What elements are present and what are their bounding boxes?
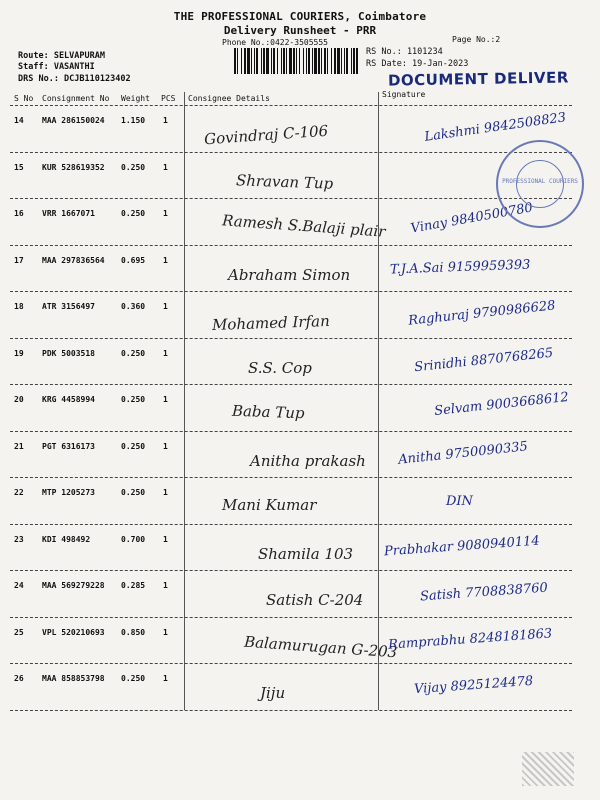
row-sno: 25 (14, 627, 24, 637)
table-row (0, 246, 600, 293)
row-consignment-no: VRR 1667071 (42, 209, 95, 218)
row-receiver-signature: DIN (446, 494, 473, 509)
row-weight: 0.250 (121, 488, 146, 497)
barcode-bar (247, 48, 250, 74)
table-row (0, 292, 600, 339)
row-weight: 0.250 (121, 348, 146, 358)
row-consignee-signature: Mani Kumar (222, 496, 317, 514)
barcode-bar (254, 48, 255, 74)
row-consignee-signature: Abraham Simon (228, 265, 351, 284)
row-consignment-no: PDK 5003518 (42, 348, 95, 358)
row-sno: 22 (14, 488, 24, 497)
barcode-bar (271, 48, 272, 74)
row-consignment-no: PGT 6316173 (42, 441, 95, 451)
barcode-bar (324, 48, 326, 74)
row-receiver-signature: Selvam 9003668612 (433, 389, 570, 420)
table-row (0, 664, 600, 711)
barcode-bar (303, 48, 304, 74)
row-pcs: 1 (163, 348, 168, 358)
row-weight: 0.250 (121, 441, 146, 451)
col-consignee: Consignee Details (188, 94, 270, 103)
row-receiver-signature: Srinidhi 8870768265 (413, 345, 554, 375)
row-sno: 24 (14, 581, 24, 590)
row-sno: 26 (14, 674, 24, 683)
row-consignee-signature: Satish C-204 (266, 591, 364, 609)
row-pcs: 1 (163, 627, 168, 637)
row-consignment-no: MAA 858853798 (42, 674, 105, 683)
row-sno: 17 (14, 255, 24, 265)
row-pcs: 1 (163, 116, 168, 125)
row-divider (10, 710, 572, 711)
row-consignee-signature: Mohamed Irfan (211, 311, 330, 335)
row-sno: 21 (14, 441, 24, 451)
barcode-bar (344, 48, 345, 74)
phone-number: Phone No.:0422-3505555 (222, 38, 328, 47)
row-pcs: 1 (163, 255, 168, 265)
row-pcs: 1 (163, 674, 168, 683)
row-weight: 0.250 (121, 162, 146, 172)
barcode-bar (263, 48, 265, 74)
table-row (0, 525, 600, 572)
col-weight: Weight (121, 94, 150, 103)
row-receiver-signature: Satish 7708838760 (419, 580, 549, 605)
row-consignment-no: VPL 520210693 (42, 627, 105, 637)
barcode-bar (237, 48, 238, 74)
barcode (234, 48, 358, 74)
corner-smudge (522, 752, 574, 786)
row-pcs: 1 (163, 162, 168, 172)
row-sno: 15 (14, 162, 24, 172)
barcode-bar (308, 48, 310, 74)
row-sno: 23 (14, 534, 24, 544)
rs-number: RS No.: 1101234 (366, 47, 443, 57)
barcode-bar (327, 48, 328, 74)
row-weight: 0.700 (121, 534, 146, 544)
barcode-bar (234, 48, 236, 74)
row-consignee-signature: Balamurugan G-203 (243, 632, 398, 661)
row-consignee-signature: Shravan Tup (235, 170, 334, 193)
row-pcs: 1 (163, 534, 168, 544)
barcode-bar (331, 48, 332, 74)
col-consignment: Consignment No (42, 94, 110, 103)
row-pcs: 1 (163, 581, 168, 590)
table-row (0, 478, 600, 525)
page-number: Page No.:2 (452, 35, 501, 44)
col-signature: Signature (382, 90, 426, 99)
table-row (0, 432, 600, 479)
barcode-bar (346, 48, 348, 74)
row-receiver-signature: Lakshmi 9842508823 (423, 110, 567, 145)
barcode-bar (289, 48, 292, 74)
row-pcs: 1 (163, 488, 168, 497)
row-consignment-no: MTP 1205273 (42, 488, 95, 497)
runsheet-title: Delivery Runsheet - PRR (223, 24, 377, 37)
barcode-bar (306, 48, 307, 74)
row-sno: 18 (14, 302, 24, 311)
row-pcs: 1 (163, 395, 168, 404)
row-weight: 0.250 (121, 674, 146, 683)
barcode-bar (321, 48, 322, 74)
row-consignee-signature: Anitha prakash (250, 451, 366, 470)
barcode-bar (353, 48, 355, 74)
row-consignee-signature: Ramesh S.Balaji plair (221, 211, 386, 241)
barcode-bar (244, 48, 246, 74)
barcode-bar (256, 48, 258, 74)
staff-label: Staff: VASANTHI (18, 62, 95, 72)
row-receiver-signature: Ramprabhu 8248181863 (387, 625, 553, 653)
route-label: Route: SELVAPURAM (18, 51, 105, 61)
round-stamp-text: PROFESSIONAL COURIERS (502, 178, 578, 185)
row-weight: 1.150 (121, 116, 146, 125)
row-consignee-signature: Jiju (260, 684, 286, 702)
row-consignment-no: ATR 3156497 (42, 302, 95, 311)
row-receiver-signature: Raghuraj 9790986628 (407, 298, 557, 329)
barcode-bar (341, 48, 342, 74)
row-consignment-no: KRG 4458994 (42, 395, 95, 404)
table-row (0, 385, 600, 432)
col-sno: S No (14, 94, 34, 103)
table-row (0, 339, 600, 386)
row-receiver-signature: Prabhakar 9080940114 (383, 533, 541, 559)
barcode-bar (314, 48, 317, 74)
row-weight: 0.695 (121, 255, 146, 265)
barcode-bar (266, 48, 269, 74)
row-weight: 0.285 (121, 581, 146, 590)
row-sno: 20 (14, 395, 24, 404)
round-company-stamp (496, 140, 584, 228)
barcode-bar (293, 48, 295, 74)
rs-date: RS Date: 19-Jan-2023 (366, 59, 469, 69)
row-consignment-no: KUR 528619352 (42, 162, 105, 172)
row-consignee-signature: S.S. Cop (248, 358, 312, 377)
row-consignment-no: KDI 498492 (42, 534, 91, 544)
row-receiver-signature: T.J.A.Sai 9159959393 (389, 257, 531, 277)
document-delivered-stamp: DOCUMENT DELIVER (387, 68, 569, 90)
row-weight: 0.850 (121, 627, 146, 637)
barcode-bar (351, 48, 352, 74)
barcode-bar (334, 48, 336, 74)
row-consignment-no: MAA 297836564 (42, 255, 105, 265)
row-consignee-signature: Baba Tup (231, 401, 305, 423)
barcode-bar (283, 48, 285, 74)
barcode-bar (312, 48, 313, 74)
row-weight: 0.360 (121, 302, 146, 311)
row-receiver-signature: Vinay 9840500780 (409, 200, 535, 237)
row-consignment-no: MAA 286150024 (42, 116, 105, 125)
barcode-bar (261, 48, 262, 74)
row-weight: 0.250 (121, 395, 146, 404)
company-title: THE PROFESSIONAL COURIERS, Coimbatore (173, 10, 427, 23)
row-sno: 16 (14, 209, 24, 218)
row-receiver-signature: Vijay 8925124478 (413, 673, 534, 698)
row-pcs: 1 (163, 441, 168, 451)
barcode-bar (296, 48, 297, 74)
barcode-bar (273, 48, 275, 74)
row-pcs: 1 (163, 302, 168, 311)
row-sno: 19 (14, 348, 24, 358)
barcode-bar (241, 48, 242, 74)
barcode-bar (286, 48, 287, 74)
barcode-bar (281, 48, 282, 74)
row-consignee-signature: Shamila 103 (258, 544, 354, 563)
table-row (0, 618, 600, 665)
barcode-bar (356, 48, 358, 74)
row-pcs: 1 (163, 209, 168, 218)
col-pcs: PCS (161, 94, 176, 103)
row-weight: 0.250 (121, 209, 146, 218)
table-row (0, 571, 600, 618)
barcode-bar (299, 48, 300, 74)
drs-number: DRS No.: DCJB110123402 (18, 74, 131, 84)
barcode-bar (277, 48, 278, 74)
row-receiver-signature: Anitha 9750090335 (397, 438, 529, 468)
barcode-bar (251, 48, 252, 74)
row-consignee-signature: Govindraj C-106 (203, 121, 329, 149)
table-row (0, 106, 600, 153)
barcode-bar (337, 48, 340, 74)
row-consignment-no: MAA 569279228 (42, 581, 105, 590)
row-sno: 14 (14, 116, 24, 125)
barcode-bar (318, 48, 320, 74)
